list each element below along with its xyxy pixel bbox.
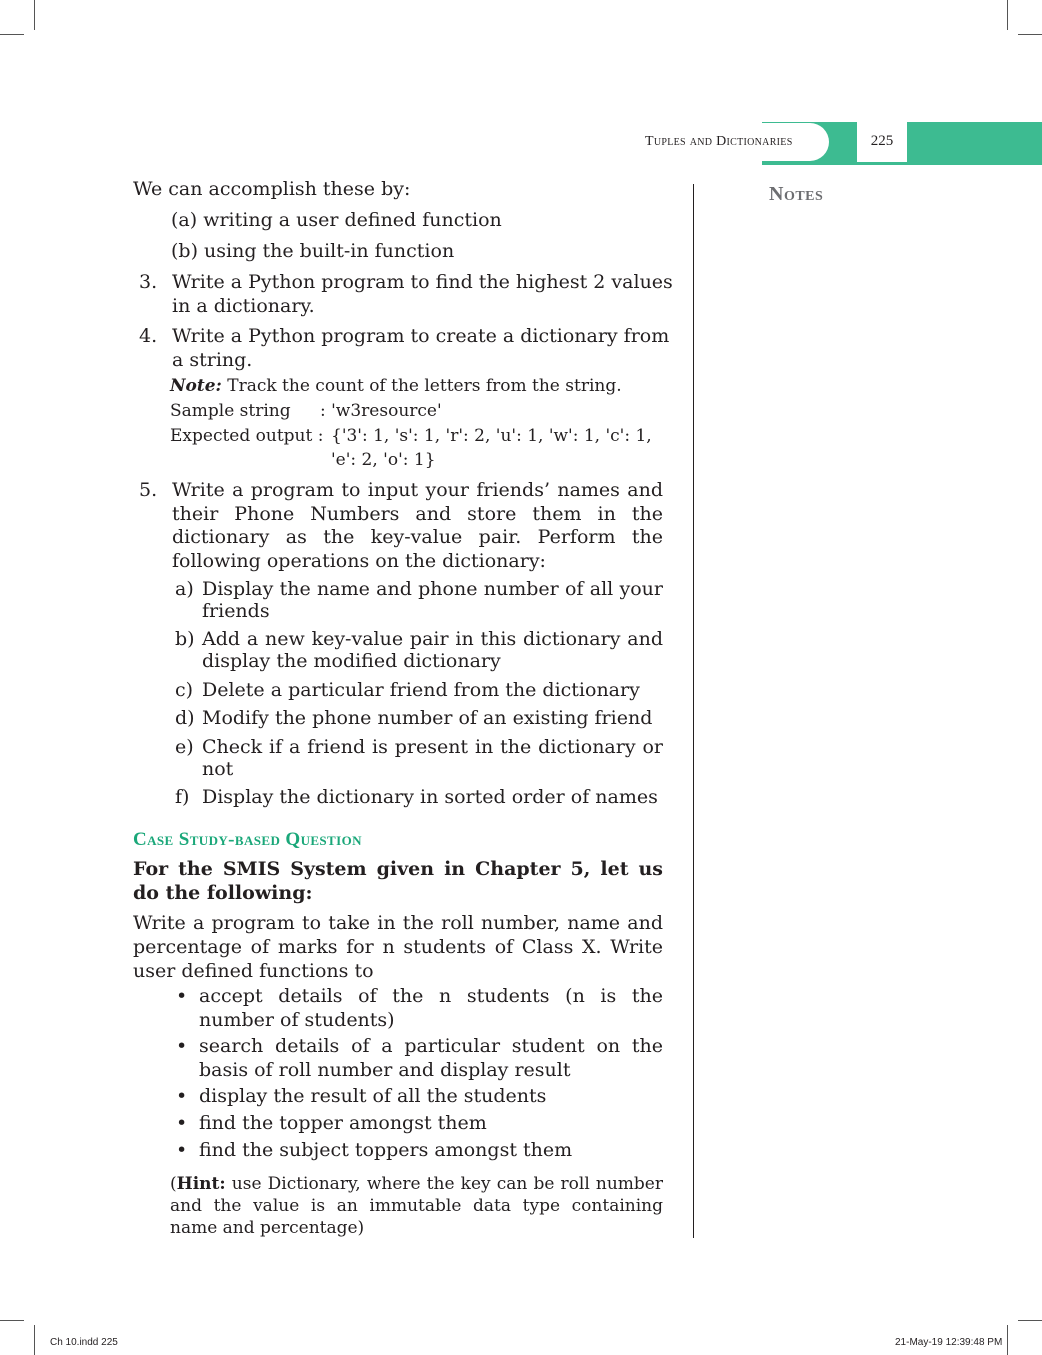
bullet-dot: •: [176, 1139, 188, 1161]
crop-mark: [1007, 0, 1008, 30]
sample-value: : 'w3resource': [320, 401, 442, 421]
hint-open-paren: (: [170, 1174, 177, 1194]
bullet-dot: •: [176, 1085, 188, 1107]
crop-mark: [1007, 1325, 1008, 1355]
crop-mark: [0, 34, 24, 35]
notes-label: Notes: [769, 183, 824, 205]
bullet-item: accept details of the n students (n is the number of students): [199, 985, 663, 1031]
question-5-text: Write a program to input your friends’ names and their Phone Numbers and store them in the dictionary as the key-value pair. Perform the following operations on the dictionary:: [172, 479, 663, 572]
case-study-paragraph: Write a program to take in the roll number, name and percentage of marks for n students of Class X. Write user defined functions to: [133, 912, 663, 982]
list-item: Modify the phone number of an existing friend: [202, 707, 653, 729]
crop-mark: [34, 0, 35, 30]
expected-value-line2: 'e': 2, 'o': 1}: [331, 450, 436, 470]
bullet-item: find the subject toppers amongst them: [199, 1139, 573, 1161]
hint-label: Hint:: [176, 1174, 226, 1194]
list-item: Display the name and phone number of all your friends: [202, 578, 663, 622]
intro-text: We can accomplish these by:: [133, 178, 411, 200]
question-number: 3.: [139, 271, 158, 293]
bullet-item: find the topper amongst them: [199, 1112, 487, 1134]
footer-timestamp: 21-May-19 12:39:48 PM: [895, 1337, 1003, 1348]
note-line: [170, 375, 622, 397]
crop-mark: [1018, 34, 1042, 35]
list-marker: a): [175, 578, 194, 600]
question-number: 4.: [139, 325, 158, 347]
header-rule: [762, 162, 1042, 165]
list-marker: d): [175, 707, 195, 729]
list-item: Delete a particular friend from the dictionary: [202, 679, 640, 701]
sub-item-b: (b) using the built-in function: [171, 240, 455, 262]
list-item: Display the dictionary in sorted order of names: [202, 786, 658, 808]
list-marker: b): [175, 628, 195, 650]
question-3-line1: Write a Python program to find the highest 2 values: [172, 271, 673, 293]
hint-text: use Dictionary, where the key can be roll number and the value is an immutable data type containing name and percentage): [170, 1174, 663, 1238]
bullet-item: search details of a particular student on the basis of roll number and display result: [199, 1035, 663, 1081]
sub-item-a: (a) writing a user defined function: [171, 209, 502, 231]
expected-label: Expected output :: [170, 426, 324, 446]
chapter-title: Tuples and Dictionaries: [645, 134, 793, 149]
note-label: Note:: [170, 376, 222, 396]
list-marker: f): [175, 786, 190, 808]
list-marker: e): [175, 736, 194, 758]
column-divider: [693, 184, 694, 1238]
expected-value-line1: {'3': 1, 's': 1, 'r': 2, 'u': 1, 'w': 1, 'c': 1,: [331, 426, 652, 446]
bullet-dot: •: [176, 1035, 188, 1057]
bullet-item: display the result of all the students: [199, 1085, 547, 1107]
case-study-question: For the SMIS System given in Chapter 5, let us do the following:: [133, 858, 663, 904]
crop-mark: [34, 1325, 35, 1355]
list-item: Add a new key-value pair in this dictionary and display the modified dictionary: [202, 628, 663, 672]
crop-mark: [0, 1320, 24, 1321]
note-text: Track the count of the letters from the string.: [227, 376, 622, 396]
question-3-line2: in a dictionary.: [172, 295, 315, 317]
question-4-line2: a string.: [172, 349, 253, 371]
hint-paragraph: [170, 1173, 663, 1239]
list-item: Check if a friend is present in the dictionary or not: [202, 736, 663, 780]
footer-file: Ch 10.indd 225: [50, 1337, 118, 1348]
question-number: 5.: [139, 479, 158, 501]
sample-label: Sample string: [170, 401, 291, 421]
crop-mark: [1018, 1320, 1042, 1321]
question-4-line1: Write a Python program to create a dictionary from: [172, 325, 670, 347]
bullet-dot: •: [176, 1112, 188, 1134]
case-study-heading: Case Study-based Question: [133, 829, 362, 850]
page-number: 225: [870, 133, 894, 149]
list-marker: c): [175, 679, 194, 701]
bullet-dot: •: [176, 985, 188, 1007]
